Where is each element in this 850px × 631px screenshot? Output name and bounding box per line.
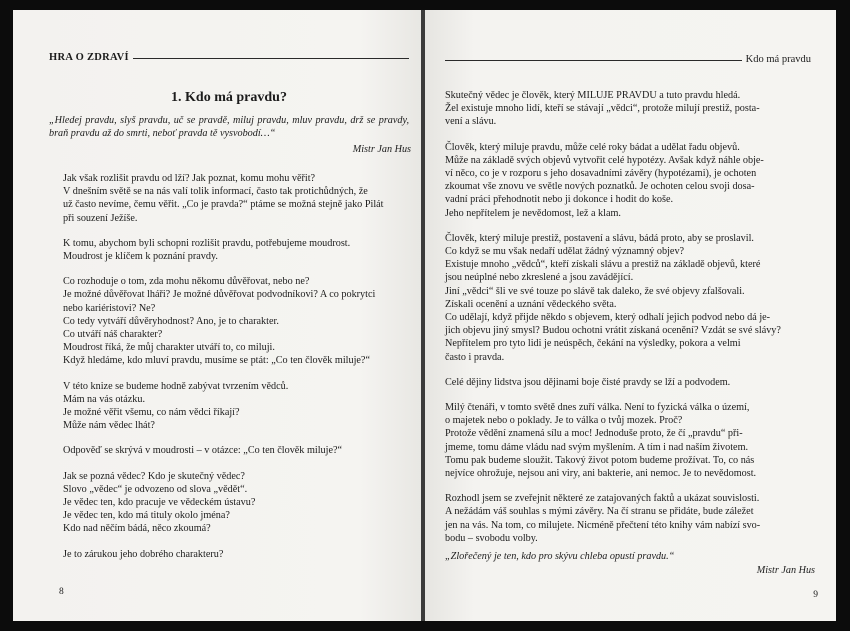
text-line: Moudrost říká, že můj charakter utváří to, co miluji. (63, 342, 275, 354)
text-line: Může na základě svých objevů vytvořit celé hypotézy. Avšak když náhle obje- (445, 154, 764, 166)
left-page (13, 10, 421, 621)
epigraph-author: Mistr Jan Hus (352, 144, 411, 155)
text-line: K tomu, abychom byli schopni rozlišit pravdu, potřebujeme moudrost. (63, 237, 351, 249)
page-number-left: 8 (59, 587, 64, 597)
text-line: jsou neúplné nebo zkreslené a jsou zavádějící. (445, 272, 634, 284)
text-line: Celé dějiny lidstva jsou dějinami boje čisté pravdy se lží a podvodem. (445, 376, 731, 388)
closing-quote: „Zlořečený je ten, kdo pro skývu chleba opustí pravdu.“ (445, 551, 675, 562)
text-line: Žel existuje mnoho lidí, kteří se stávají „vědci“, protože milují prestiž, posta- (445, 103, 760, 115)
text-line: Je vědec ten, kdo má tituly okolo jména? (63, 510, 230, 522)
running-head-right (445, 54, 811, 65)
text-line: o majetek nebo o poklady. Je to válka o tvůj mozek. Proč? (445, 415, 683, 427)
text-line: Co udělají, když přijde někdo s objevem, který odhalí jejich podvod nebo dá je- (445, 312, 771, 324)
running-head-title: HRA O ZDRAVÍ (49, 52, 129, 63)
text-line: Je možné důvěřovat lháři? Je možné důvěřovat podvodníkovi? A co pokrytci (63, 289, 376, 301)
text-line: Když hledáme, kdo mluví pravdu, musíme se ptát: „Co ten člověk miluje?“ (63, 355, 370, 367)
right-body-text (445, 89, 817, 545)
text-line: Kdo nad něčím bádá, něco zkoumá? (63, 523, 211, 535)
book-spread (13, 10, 836, 621)
text-line: Moudrost je klíčem k poznání pravdy. (63, 251, 218, 263)
text-line: jich objevu jiný smysl? Budou ochotni vrátit získaná ocenění? Vzdát se své slávy? (445, 325, 781, 337)
text-line: Mám na vás otázku. (63, 393, 146, 405)
closing-quote-author: Mistr Jan Hus (756, 565, 815, 576)
running-head-title: Kdo má pravdu (745, 54, 811, 65)
text-line: Je možné věřit všemu, co nám vědci říkají? (63, 407, 240, 419)
left-body-text (63, 172, 413, 561)
text-line: Skutečný vědec je člověk, který MILUJE PRAVDU a tuto pravdu hledá. (445, 90, 741, 101)
text-line: Tomu pak budeme sloužit. Takový život potom budeme prožívat. To, co nás (445, 454, 755, 466)
text-line: A nežádám váš souhlas s mými závěry. Na čí stranu se přidáte, bude záležet (445, 506, 754, 518)
text-line: Slovo „vědec“ je odvozeno od slova „vědět“. (63, 483, 248, 495)
text-line: Člověk, který miluje pravdu, může celé roky bádat a udělat řadu objevů. (445, 141, 740, 153)
text-line: při souzení Ježíše. (63, 212, 138, 224)
text-line: Co rozhoduje o tom, zda mohu někomu důvěřovat, nebo ne? (63, 276, 310, 288)
text-line: Je vědec ten, kdo pracuje ve vědeckém ústavu? (63, 497, 256, 509)
header-rule (445, 60, 742, 61)
text-line: nebo kariéristovi? Ne? (63, 302, 156, 314)
text-line: Jiní „vědci“ šli ve své touze po slávě tak daleko, že své objevy zfalšovali. (445, 285, 745, 297)
text-line: Získali ocenění a uznání vědeckého světa. (445, 298, 617, 310)
text-line: Může nám vědec lhát? (63, 420, 155, 432)
text-line: Odpověď se skrývá v moudrosti – v otázce: „Co ten člověk miluje?“ (63, 445, 343, 457)
page-number-right: 9 (813, 590, 818, 600)
text-line: Je to zárukou jeho dobrého charakteru? (63, 548, 224, 560)
text-line: Protože vědění znamená sílu a moc! Jednoduše proto, že čí „pravdu“ při- (445, 428, 743, 440)
header-rule (133, 58, 409, 59)
text-line: Existuje mnoho „vědců“, kteří získali slávu a prestiž na základě objevů, které (445, 259, 761, 271)
text-line: často i pravda. (445, 351, 505, 363)
text-line: Rozhodl jsem se zveřejnit některé ze zatajovaných faktů a ukázat souvislosti. (445, 493, 760, 505)
text-line: Milý čtenáři, v tomto světě dnes zuří válka. Není to fyzická válka o území, (445, 402, 750, 414)
text-line: ví něco, co je v rozporu s jeho dosavadními závěry (hypotézami), je ochoten (445, 168, 757, 180)
text-line: Nepřítelem pro tyto lidi je neúspěch, čekání na výsledky, pokora a velmi (445, 338, 741, 350)
text-line: Co utváří náš charakter? (63, 329, 163, 341)
text-line: Jak však rozlišit pravdu od lží? Jak poznat, komu mohu věřit? (63, 173, 316, 184)
text-line: zkoumat vše znovu ve světle nových poznatků. Je ochoten celou svoji dosa- (445, 181, 755, 193)
text-line: Člověk, který miluje prestiž, postavení a slávu, bádá proto, aby se proslavil. (445, 232, 754, 244)
text-line: vení a slávu. (445, 116, 497, 128)
text-line: Co když se mu však nedaří udělat žádný významný objev? (445, 246, 685, 258)
text-line: Co tedy vytváří důvěryhodnost? Ano, je to charakter. (63, 315, 279, 327)
text-line: jen na vás. Na tom, co milujete. Nicméně přečtení této knihy vám nabízí svo- (445, 519, 761, 531)
text-line: Jeho nepřítelem je nevědomost, lež a klam. (445, 207, 621, 219)
text-line: jmeme, tomu dáme vládu nad svým myšlením. A tím i nad naším životem. (445, 441, 749, 453)
chapter-title: 1. Kdo má pravdu? (171, 90, 287, 105)
text-line: nejvíce ohrožuje, nejsou ani viry, ani bakterie, ani nemoc. Je to nevědomost. (445, 468, 757, 480)
epigraph-quote: „Hledej pravdu, slyš pravdu, uč se pravdě, miluj pravdu, mluv pravdu, drž se pravdy, braň pravdu až do smrti, neboť pravda tě vysvobodí…“ (49, 115, 409, 139)
text-line: V této knize se budeme hodně zabývat tvrzením vědců. (63, 380, 289, 392)
text-line: vadní práci přehodnotit nebo ji dokonce i hodit do koše. (445, 194, 674, 206)
text-line: už často nevíme, čemu věřit. „Co je pravda?“ ptáme se možná stejně jako Pilát (63, 199, 384, 211)
right-page (425, 10, 836, 621)
text-line: Jak se pozná vědec? Kdo je skutečný vědec? (63, 470, 245, 482)
text-line: V dnešním světě se na nás valí tolik informací, často tak protichůdných, že (63, 186, 368, 198)
text-line: bodu – svobodu volby. (445, 532, 538, 544)
running-head-left (49, 52, 409, 63)
